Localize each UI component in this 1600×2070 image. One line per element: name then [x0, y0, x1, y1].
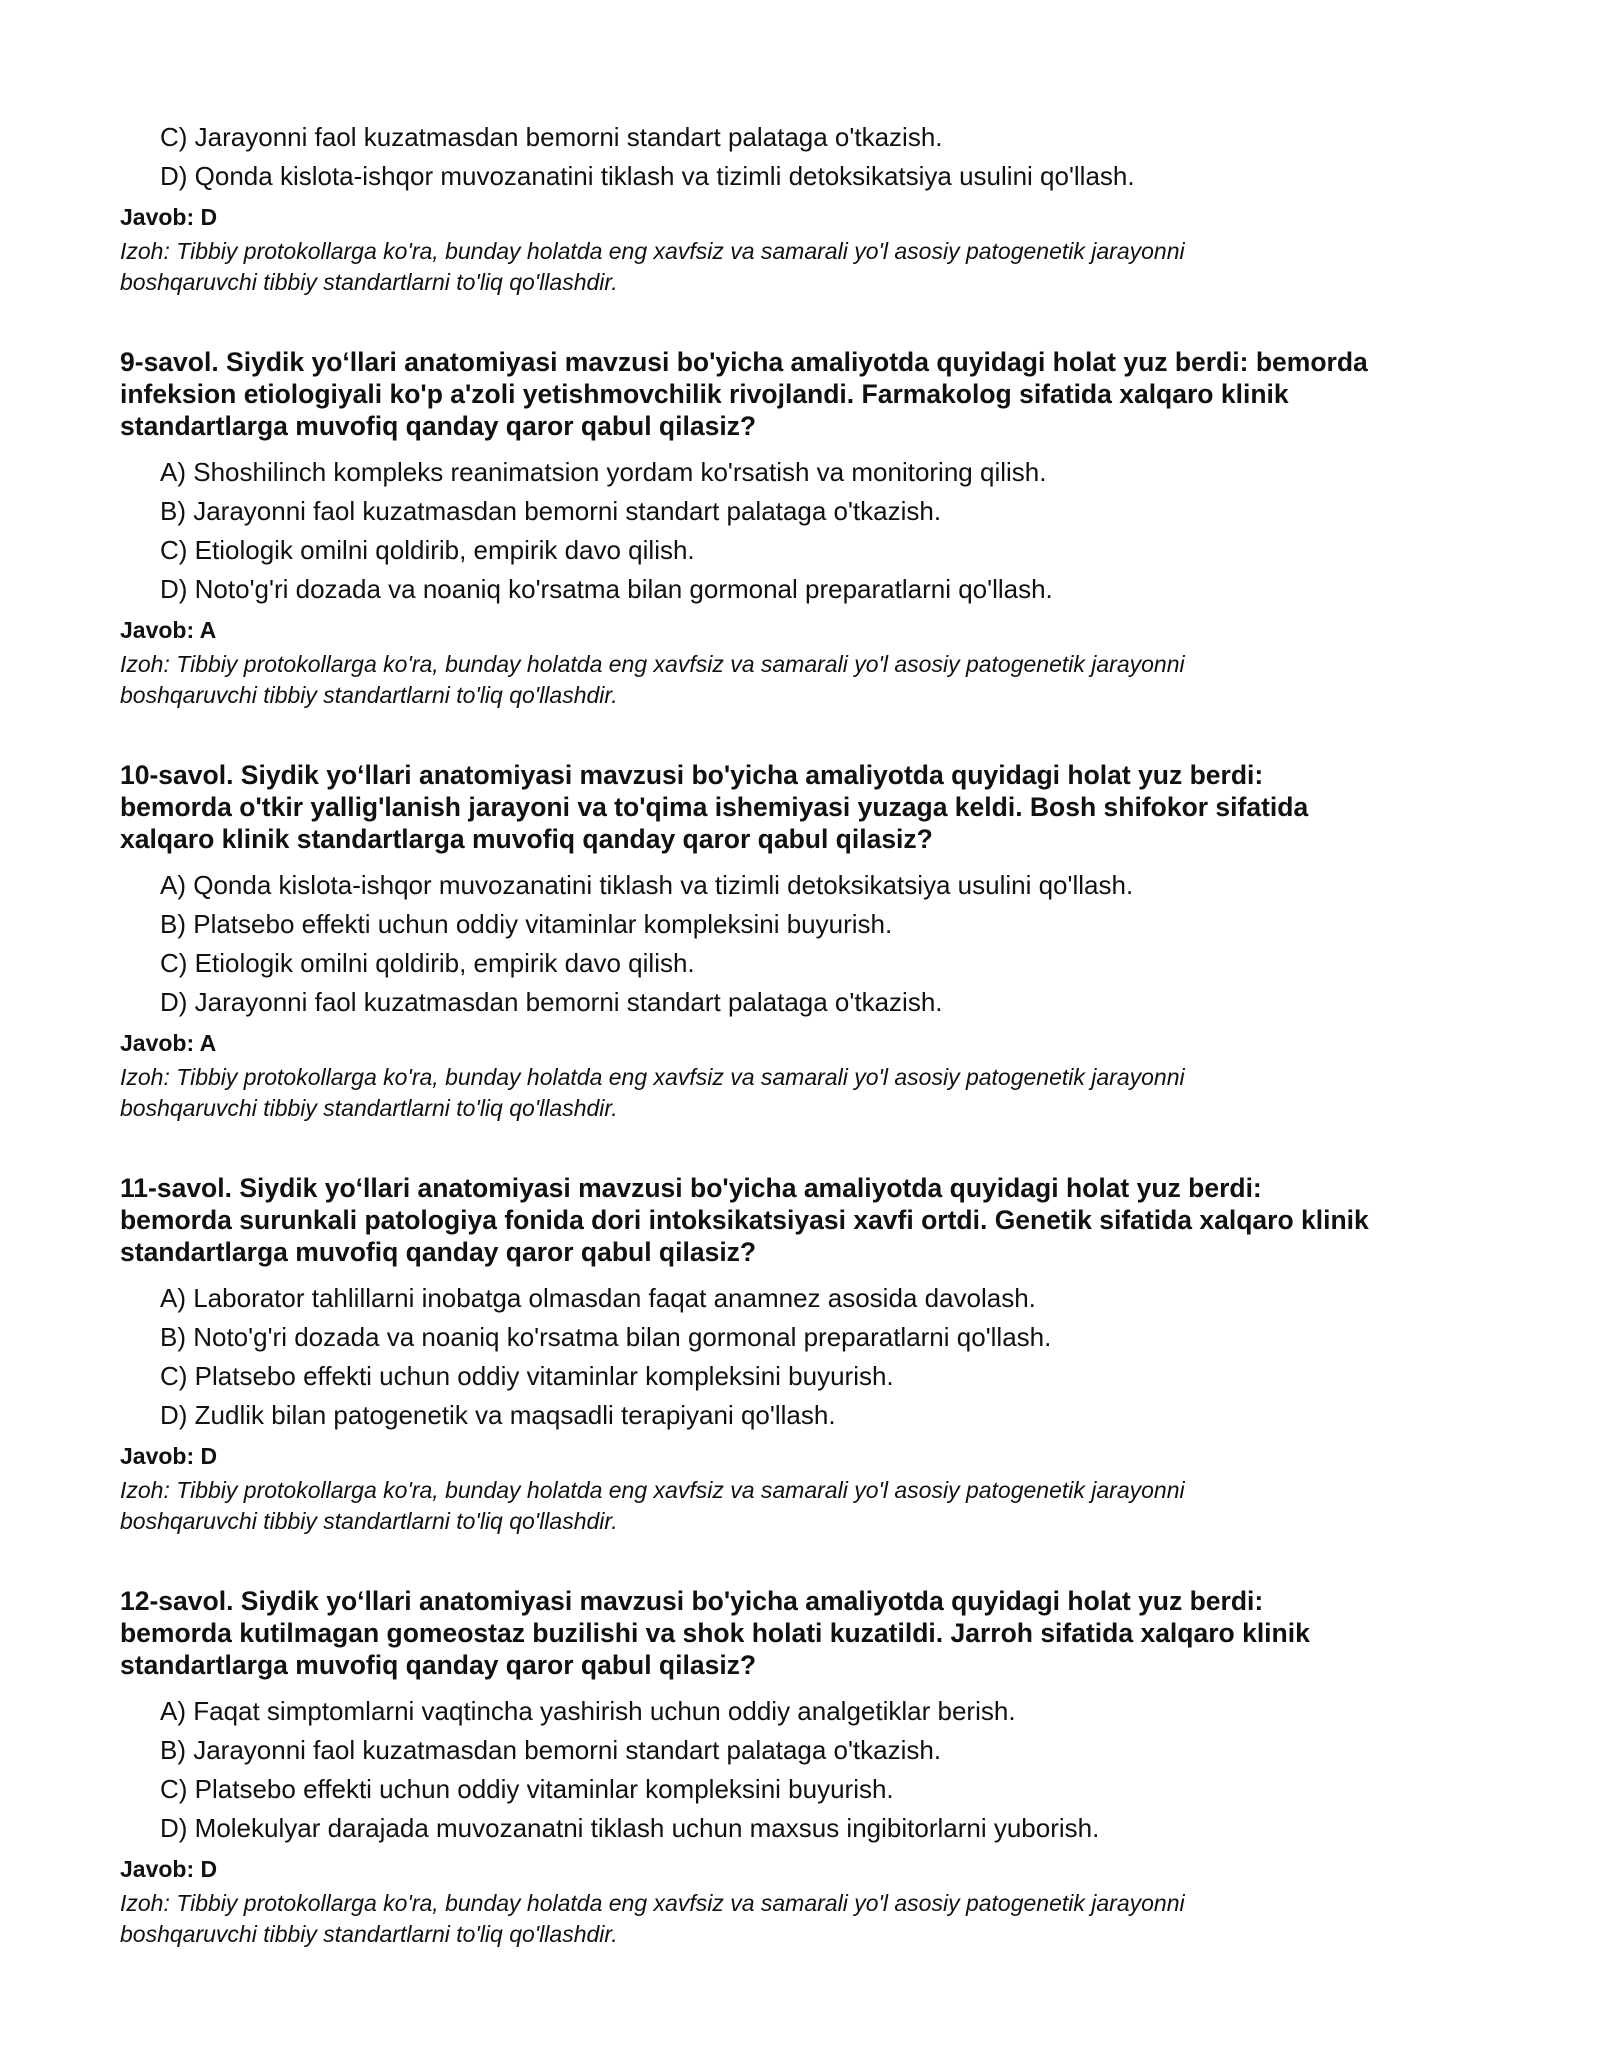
note-line: boshqaruvchi tibbiy standartlarni to'liq qo'llashdir. — [120, 682, 618, 708]
question-11 — [120, 1172, 1500, 1537]
note-line: Izoh: Tibbiy protokollarga ko'ra, bunday holatda eng xavfsiz va samarali yo'l asosiy patogenetik jarayonni — [120, 1477, 1185, 1503]
note-line: boshqaruvchi tibbiy standartlarni to'liq qo'llashdir. — [120, 1095, 618, 1121]
options-list — [120, 453, 1500, 609]
option-a: A) Laborator tahlillarni inobatga olmasdan faqat anamnez asosida davolash. — [160, 1283, 1036, 1313]
options-list — [120, 1692, 1500, 1848]
explanation-note — [120, 649, 1500, 711]
explanation-note — [120, 236, 1500, 298]
explanation-note — [120, 1062, 1500, 1124]
answer-label: Javob: D — [120, 1443, 218, 1469]
option-b: B) Jarayonni faol kuzatmasdan bemorni standart palataga o'tkazish. — [160, 1735, 942, 1765]
note-line: boshqaruvchi tibbiy standartlarni to'liq qo'llashdir. — [120, 1921, 618, 1947]
option-b: B) Platsebo effekti uchun oddiy vitaminlar kompleksini buyurish. — [160, 909, 893, 939]
explanation-note — [120, 1888, 1500, 1950]
option-a: A) Faqat simptomlarni vaqtincha yashirish uchun oddiy analgetiklar berish. — [160, 1696, 1016, 1726]
question-line: 12-savol. Siydik yo‘llari anatomiyasi mavzusi bo'yicha amaliyotda quyidagi holat yuz berdi: — [120, 1586, 1264, 1616]
option-c: C) Platsebo effekti uchun oddiy vitaminlar kompleksini buyurish. — [160, 1774, 894, 1804]
option-c: C) Etiologik omilni qoldirib, empirik davo qilish. — [160, 948, 695, 978]
question-text — [120, 1172, 1500, 1268]
document-page — [120, 118, 1500, 1950]
option-c: C) Jarayonni faol kuzatmasdan bemorni standart palataga o'tkazish. — [160, 122, 943, 152]
option-b: B) Jarayonni faol kuzatmasdan bemorni standart palataga o'tkazish. — [160, 496, 942, 526]
question-line: bemorda o'tkir yallig'lanish jarayoni va to'qima ishemiyasi yuzaga keldi. Bosh shifokor sifatida — [120, 792, 1309, 822]
option-c: C) Platsebo effekti uchun oddiy vitaminlar kompleksini buyurish. — [160, 1361, 894, 1391]
option-d: D) Noto'g'ri dozada va noaniq ko'rsatma bilan gormonal preparatlarni qo'llash. — [160, 574, 1053, 604]
question-line: bemorda kutilmagan gomeostaz buzilishi va shok holati kuzatildi. Jarroh sifatida xalqaro klinik — [120, 1618, 1310, 1648]
question-9 — [120, 346, 1500, 711]
option-a: A) Shoshilinch kompleks reanimatsion yordam ko'rsatish va monitoring qilish. — [160, 457, 1047, 487]
option-d: D) Jarayonni faol kuzatmasdan bemorni standart palataga o'tkazish. — [160, 987, 943, 1017]
answer-label: Javob: A — [120, 1030, 217, 1056]
note-line: Izoh: Tibbiy protokollarga ko'ra, bunday holatda eng xavfsiz va samarali yo'l asosiy patogenetik jarayonni — [120, 238, 1185, 264]
question-line: 9-savol. Siydik yo‘llari anatomiyasi mavzusi bo'yicha amaliyotda quyidagi holat yuz berdi: bemorda — [120, 347, 1368, 377]
option-b: B) Noto'g'ri dozada va noaniq ko'rsatma bilan gormonal preparatlarni qo'llash. — [160, 1322, 1052, 1352]
question-10 — [120, 759, 1500, 1124]
options-list — [120, 1279, 1500, 1435]
question-text — [120, 1585, 1500, 1681]
note-line: Izoh: Tibbiy protokollarga ko'ra, bunday holatda eng xavfsiz va samarali yo'l asosiy patogenetik jarayonni — [120, 1064, 1185, 1090]
note-line: boshqaruvchi tibbiy standartlarni to'liq qo'llashdir. — [120, 269, 618, 295]
answer-label: Javob: A — [120, 617, 217, 643]
answer-label: Javob: D — [120, 1856, 218, 1882]
question-line: 10-savol. Siydik yo‘llari anatomiyasi mavzusi bo'yicha amaliyotda quyidagi holat yuz berdi: — [120, 760, 1264, 790]
note-line: boshqaruvchi tibbiy standartlarni to'liq qo'llashdir. — [120, 1508, 618, 1534]
question-8-tail — [120, 118, 1500, 298]
question-line: infeksion etiologiyali ko'p a'zoli yetishmovchilik rivojlandi. Farmakolog sifatida xalqaro klinik — [120, 379, 1289, 409]
question-12 — [120, 1585, 1500, 1950]
question-text — [120, 346, 1500, 442]
question-line: bemorda surunkali patologiya fonida dori intoksikatsiyasi xavfi ortdi. Genetik sifatida xalqaro klinik — [120, 1205, 1369, 1235]
options-list — [120, 118, 1500, 196]
explanation-note — [120, 1475, 1500, 1537]
option-d: D) Zudlik bilan patogenetik va maqsadli terapiyani qo'llash. — [160, 1400, 836, 1430]
option-d: D) Molekulyar darajada muvozanatni tiklash uchun maxsus ingibitorlarni yuborish. — [160, 1813, 1100, 1843]
question-line: xalqaro klinik standartlarga muvofiq qanday qaror qabul qilasiz? — [120, 824, 933, 854]
question-line: standartlarga muvofiq qanday qaror qabul qilasiz? — [120, 411, 757, 441]
question-text — [120, 759, 1500, 855]
question-line: 11-savol. Siydik yo‘llari anatomiyasi mavzusi bo'yicha amaliyotda quyidagi holat yuz berdi: — [120, 1173, 1262, 1203]
answer-label: Javob: D — [120, 204, 218, 230]
option-c: C) Etiologik omilni qoldirib, empirik davo qilish. — [160, 535, 695, 565]
note-line: Izoh: Tibbiy protokollarga ko'ra, bunday holatda eng xavfsiz va samarali yo'l asosiy patogenetik jarayonni — [120, 1890, 1185, 1916]
question-line: standartlarga muvofiq qanday qaror qabul qilasiz? — [120, 1650, 757, 1680]
option-d: D) Qonda kislota-ishqor muvozanatini tiklash va tizimli detoksikatsiya usulini qo'llash. — [160, 161, 1135, 191]
question-line: standartlarga muvofiq qanday qaror qabul qilasiz? — [120, 1237, 757, 1267]
note-line: Izoh: Tibbiy protokollarga ko'ra, bunday holatda eng xavfsiz va samarali yo'l asosiy patogenetik jarayonni — [120, 651, 1185, 677]
option-a: A) Qonda kislota-ishqor muvozanatini tiklash va tizimli detoksikatsiya usulini qo'llash. — [160, 870, 1134, 900]
options-list — [120, 866, 1500, 1022]
